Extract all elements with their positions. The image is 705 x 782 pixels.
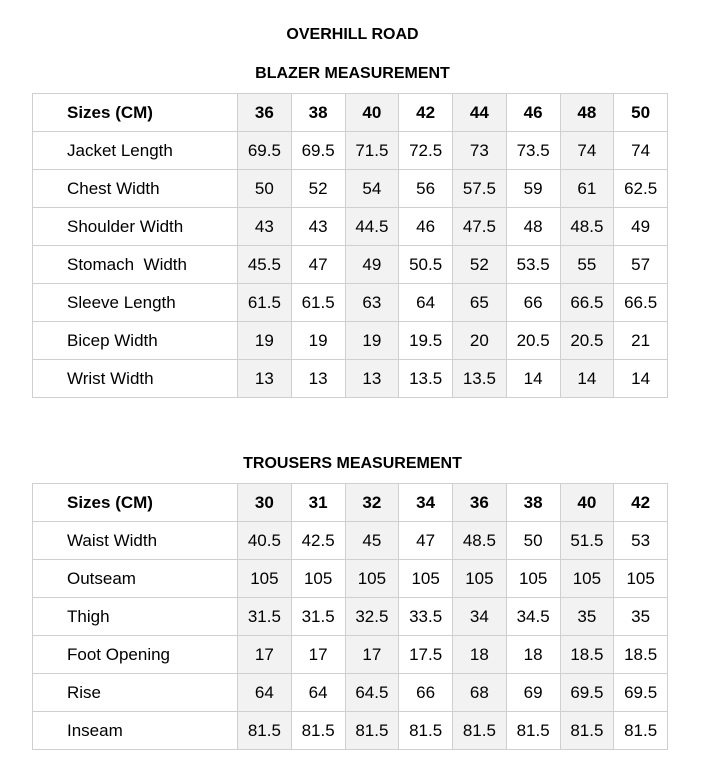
measurement-cell: 54 xyxy=(345,170,399,208)
measurement-cell: 56 xyxy=(399,170,453,208)
measurement-cell: 53.5 xyxy=(506,246,560,284)
table-row xyxy=(33,360,668,398)
measurement-cell: 49 xyxy=(345,246,399,284)
measurement-cell: 57.5 xyxy=(453,170,507,208)
measurement-cell: 19 xyxy=(345,322,399,360)
measurement-cell: 44.5 xyxy=(345,208,399,246)
size-header: 40 xyxy=(345,94,399,132)
measurement-cell: 105 xyxy=(506,560,560,598)
measurement-cell: 62.5 xyxy=(614,170,668,208)
row-label: Sleeve Length xyxy=(33,284,238,322)
blazer-measurement-table xyxy=(32,93,668,398)
measurement-cell: 13 xyxy=(345,360,399,398)
measurement-cell: 61 xyxy=(560,170,614,208)
measurement-cell: 81.5 xyxy=(291,712,345,750)
measurement-cell: 14 xyxy=(560,360,614,398)
measurement-cell: 48.5 xyxy=(453,522,507,560)
measurement-cell: 18.5 xyxy=(614,636,668,674)
size-header: 50 xyxy=(614,94,668,132)
measurement-cell: 48.5 xyxy=(560,208,614,246)
row-label: Rise xyxy=(33,674,238,712)
measurement-cell: 105 xyxy=(560,560,614,598)
measurement-cell: 69.5 xyxy=(291,132,345,170)
measurement-cell: 81.5 xyxy=(506,712,560,750)
measurement-cell: 33.5 xyxy=(399,598,453,636)
trousers-measurement-table xyxy=(32,483,668,750)
size-header: 31 xyxy=(291,484,345,522)
measurement-cell: 46 xyxy=(399,208,453,246)
measurement-cell: 65 xyxy=(453,284,507,322)
size-header: 48 xyxy=(560,94,614,132)
measurement-cell: 68 xyxy=(453,674,507,712)
measurement-cell: 35 xyxy=(614,598,668,636)
measurement-cell: 47.5 xyxy=(453,208,507,246)
measurement-cell: 66 xyxy=(399,674,453,712)
header-label: Sizes (CM) xyxy=(33,94,238,132)
row-label: Jacket Length xyxy=(33,132,238,170)
measurement-cell: 14 xyxy=(506,360,560,398)
size-header: 36 xyxy=(453,484,507,522)
table-row xyxy=(33,132,668,170)
measurement-cell: 61.5 xyxy=(291,284,345,322)
size-header: 40 xyxy=(560,484,614,522)
measurement-cell: 69 xyxy=(506,674,560,712)
measurement-cell: 43 xyxy=(291,208,345,246)
measurement-cell: 73.5 xyxy=(506,132,560,170)
size-header: 36 xyxy=(238,94,292,132)
measurement-cell: 17 xyxy=(345,636,399,674)
measurement-cell: 34 xyxy=(453,598,507,636)
table-row xyxy=(33,560,668,598)
measurement-cell: 66.5 xyxy=(614,284,668,322)
measurement-cell: 50.5 xyxy=(399,246,453,284)
table-header-row xyxy=(33,484,668,522)
row-label: Foot Opening xyxy=(33,636,238,674)
measurement-cell: 57 xyxy=(614,246,668,284)
measurement-cell: 51.5 xyxy=(560,522,614,560)
measurement-cell: 31.5 xyxy=(238,598,292,636)
row-label: Chest Width xyxy=(33,170,238,208)
measurement-cell: 105 xyxy=(453,560,507,598)
measurement-cell: 50 xyxy=(238,170,292,208)
row-label: Waist Width xyxy=(33,522,238,560)
table-row xyxy=(33,208,668,246)
measurement-cell: 47 xyxy=(291,246,345,284)
measurement-cell: 64 xyxy=(399,284,453,322)
header-label: Sizes (CM) xyxy=(33,484,238,522)
table-row xyxy=(33,284,668,322)
measurement-cell: 74 xyxy=(560,132,614,170)
measurement-cell: 13.5 xyxy=(453,360,507,398)
size-header: 32 xyxy=(345,484,399,522)
measurement-cell: 18 xyxy=(506,636,560,674)
size-header: 46 xyxy=(506,94,560,132)
table-row xyxy=(33,322,668,360)
measurement-cell: 81.5 xyxy=(238,712,292,750)
size-header: 42 xyxy=(399,94,453,132)
measurement-cell: 63 xyxy=(345,284,399,322)
measurement-cell: 48 xyxy=(506,208,560,246)
measurement-cell: 35 xyxy=(560,598,614,636)
size-header: 38 xyxy=(291,94,345,132)
table-row xyxy=(33,636,668,674)
size-header: 30 xyxy=(238,484,292,522)
measurement-cell: 71.5 xyxy=(345,132,399,170)
measurement-cell: 64.5 xyxy=(345,674,399,712)
document-title: OVERHILL ROAD xyxy=(286,26,419,43)
measurement-cell: 34.5 xyxy=(506,598,560,636)
table-header-row xyxy=(33,94,668,132)
measurement-cell: 81.5 xyxy=(345,712,399,750)
measurement-cell: 47 xyxy=(399,522,453,560)
blazer-heading: BLAZER MEASUREMENT xyxy=(255,65,450,82)
row-label: Stomach Width xyxy=(33,246,238,284)
measurement-cell: 32.5 xyxy=(345,598,399,636)
measurement-cell: 43 xyxy=(238,208,292,246)
table-row xyxy=(33,598,668,636)
measurement-cell: 72.5 xyxy=(399,132,453,170)
measurement-cell: 81.5 xyxy=(614,712,668,750)
measurement-cell: 17 xyxy=(291,636,345,674)
measurement-cell: 42.5 xyxy=(291,522,345,560)
measurement-cell: 61.5 xyxy=(238,284,292,322)
row-label: Thigh xyxy=(33,598,238,636)
measurement-cell: 81.5 xyxy=(453,712,507,750)
measurement-cell: 40.5 xyxy=(238,522,292,560)
row-label: Inseam xyxy=(33,712,238,750)
measurement-cell: 31.5 xyxy=(291,598,345,636)
measurement-cell: 66.5 xyxy=(560,284,614,322)
table-row xyxy=(33,170,668,208)
measurement-cell: 50 xyxy=(506,522,560,560)
table-row xyxy=(33,674,668,712)
measurement-cell: 21 xyxy=(614,322,668,360)
measurement-cell: 52 xyxy=(291,170,345,208)
measurement-cell: 13.5 xyxy=(399,360,453,398)
measurement-cell: 13 xyxy=(291,360,345,398)
table-row xyxy=(33,246,668,284)
measurement-cell: 52 xyxy=(453,246,507,284)
measurement-cell: 81.5 xyxy=(399,712,453,750)
measurement-cell: 49 xyxy=(614,208,668,246)
measurement-cell: 20.5 xyxy=(506,322,560,360)
row-label: Bicep Width xyxy=(33,322,238,360)
table-row xyxy=(33,712,668,750)
measurement-cell: 45 xyxy=(345,522,399,560)
measurement-cell: 14 xyxy=(614,360,668,398)
measurement-cell: 105 xyxy=(399,560,453,598)
measurement-cell: 81.5 xyxy=(560,712,614,750)
measurement-cell: 105 xyxy=(345,560,399,598)
measurement-cell: 73 xyxy=(453,132,507,170)
measurement-cell: 66 xyxy=(506,284,560,322)
row-label: Outseam xyxy=(33,560,238,598)
trousers-heading: TROUSERS MEASUREMENT xyxy=(243,455,462,472)
measurement-cell: 64 xyxy=(291,674,345,712)
size-header: 34 xyxy=(399,484,453,522)
measurement-cell: 17.5 xyxy=(399,636,453,674)
measurement-cell: 69.5 xyxy=(614,674,668,712)
measurement-cell: 105 xyxy=(291,560,345,598)
measurement-cell: 105 xyxy=(238,560,292,598)
measurement-cell: 105 xyxy=(614,560,668,598)
measurement-cell: 69.5 xyxy=(560,674,614,712)
measurement-cell: 53 xyxy=(614,522,668,560)
size-header: 38 xyxy=(506,484,560,522)
size-header: 44 xyxy=(453,94,507,132)
measurement-cell: 69.5 xyxy=(238,132,292,170)
measurement-cell: 20.5 xyxy=(560,322,614,360)
measurement-cell: 17 xyxy=(238,636,292,674)
size-header: 42 xyxy=(614,484,668,522)
table-row xyxy=(33,522,668,560)
measurement-cell: 74 xyxy=(614,132,668,170)
measurement-cell: 45.5 xyxy=(238,246,292,284)
measurement-cell: 55 xyxy=(560,246,614,284)
measurement-cell: 19.5 xyxy=(399,322,453,360)
measurement-cell: 59 xyxy=(506,170,560,208)
measurement-cell: 64 xyxy=(238,674,292,712)
measurement-cell: 19 xyxy=(291,322,345,360)
row-label: Shoulder Width xyxy=(33,208,238,246)
measurement-cell: 18.5 xyxy=(560,636,614,674)
measurement-cell: 19 xyxy=(238,322,292,360)
measurement-cell: 20 xyxy=(453,322,507,360)
measurement-cell: 13 xyxy=(238,360,292,398)
row-label: Wrist Width xyxy=(33,360,238,398)
measurement-cell: 18 xyxy=(453,636,507,674)
